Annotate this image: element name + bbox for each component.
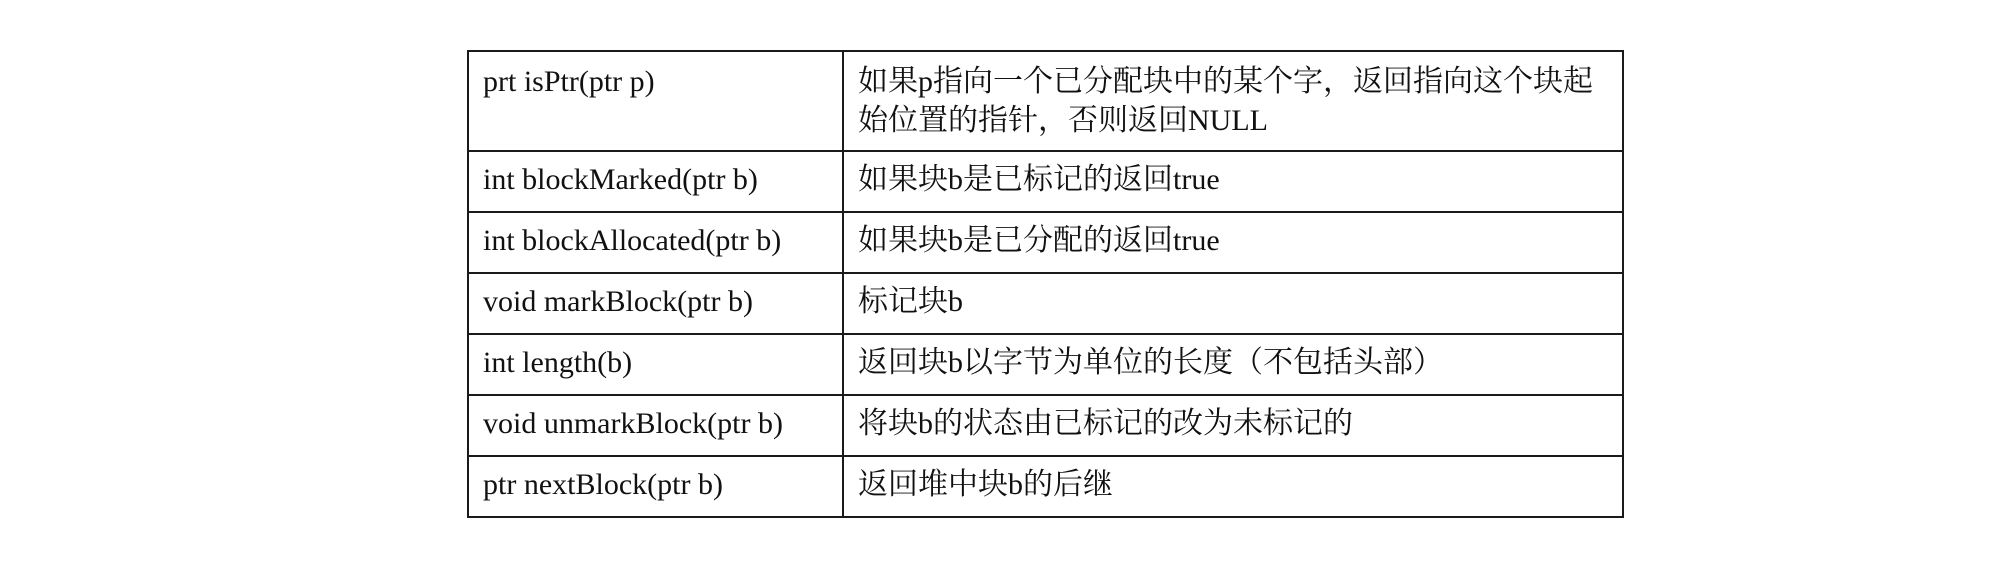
signature-cell: ptr nextBlock(ptr b)	[468, 456, 843, 517]
signature-cell: prt isPtr(ptr p)	[468, 51, 843, 151]
table-row	[468, 334, 1623, 395]
signature-cell: int blockAllocated(ptr b)	[468, 212, 843, 273]
description-cell: 返回堆中块b的后继	[843, 456, 1623, 517]
description-cell: 如果块b是已分配的返回true	[843, 212, 1623, 273]
signature-cell: int blockMarked(ptr b)	[468, 151, 843, 212]
table-row	[468, 212, 1623, 273]
table-row	[468, 395, 1623, 456]
signature-cell: int length(b)	[468, 334, 843, 395]
function-table-container	[467, 50, 1624, 518]
description-cell: 将块b的状态由已标记的改为未标记的	[843, 395, 1623, 456]
description-cell: 标记块b	[843, 273, 1623, 334]
signature-cell: void unmarkBlock(ptr b)	[468, 395, 843, 456]
table-row	[468, 273, 1623, 334]
table-row	[468, 456, 1623, 517]
table-row	[468, 151, 1623, 212]
function-table	[467, 50, 1624, 518]
description-cell: 如果p指向一个已分配块中的某个字，返回指向这个块起始位置的指针，否则返回NULL	[843, 51, 1623, 151]
description-cell: 如果块b是已标记的返回true	[843, 151, 1623, 212]
description-cell: 返回块b以字节为单位的长度（不包括头部）	[843, 334, 1623, 395]
table-row	[468, 51, 1623, 151]
signature-cell: void markBlock(ptr b)	[468, 273, 843, 334]
